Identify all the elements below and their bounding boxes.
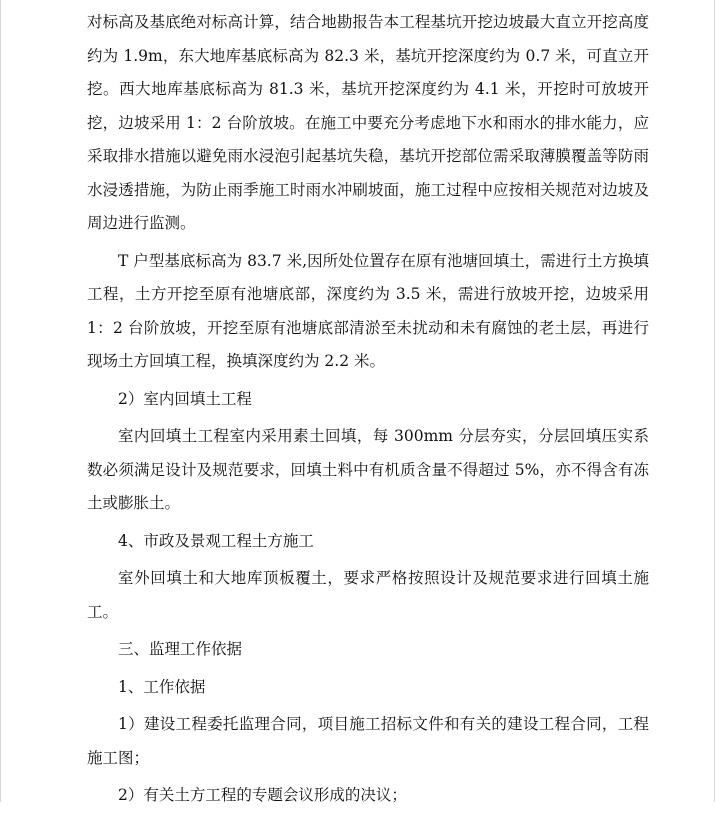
paragraph-t-unit-backfill: T 户型基底标高为 83.7 米,因所处位置存在原有池塘回填土，需进行土方换填工程，土方开挖至原有池塘底部，深度约为 3.5 米，需进行放坡开挖，边坡采用 1：2 台阶放坡，开挖至原有池塘底部清淤至未扰动和未有腐蚀的老土层，再进行现场土方回填工程，换填深度约为 2.2 米。: [87, 251, 649, 370]
paragraph-outdoor-backfill: 室外回填土和大地库顶板覆土，要求严格按照设计及规范要求进行回填土施工。: [87, 569, 649, 621]
heading-supervision-basis: 三、监理工作依据: [118, 640, 243, 658]
paragraph-earthwork-elevation: 对标高及基底绝对标高计算，结合地勘报告本工程基坑开挖边坡最大直立开挖高度约为 1.9m，东大地库基底标高为 82.3 米，基坑开挖深度约为 0.7 米，可直立开挖。西大地库基底标高为 81.3 米，基坑开挖深度约为 4.1 米，开挖时可放坡开挖，边坡采用 1：2 台阶放坡。在施工中要充分考虑地下水和雨水的排水能力，应采取排水措施以避免雨水浸泡引起基坑失稳，基坑开挖部位需采取薄膜覆盖等防雨水浸透措施，为防止雨季施工时雨水冲刷坡面，施工过程中应按相关规范对边坡及周边进行监测。: [87, 13, 649, 232]
document-body: [87, 6, 649, 817]
heading-indoor-backfill: 2）室内回填土工程: [118, 389, 252, 408]
paragraph-contract-basis: 1）建设工程委托监理合同，项目施工招标文件和有关的建设工程合同，工程施工图；: [87, 715, 649, 767]
heading-work-basis: 1、工作依据: [118, 677, 206, 696]
heading-municipal-landscape: 4、市政及景观工程土方施工: [118, 531, 314, 550]
paragraph-indoor-backfill: 室内回填土工程室内采用素土回填，每 300mm 分层夯实，分层回填压实系数必须满足设计及规范要求，回填土料中有机质含量不得超过 5%，亦不得含有冻土或膨胀土。: [87, 427, 649, 512]
paragraph-meeting-resolutions: 2）有关土方工程的专题会议形成的决议；: [118, 786, 407, 804]
